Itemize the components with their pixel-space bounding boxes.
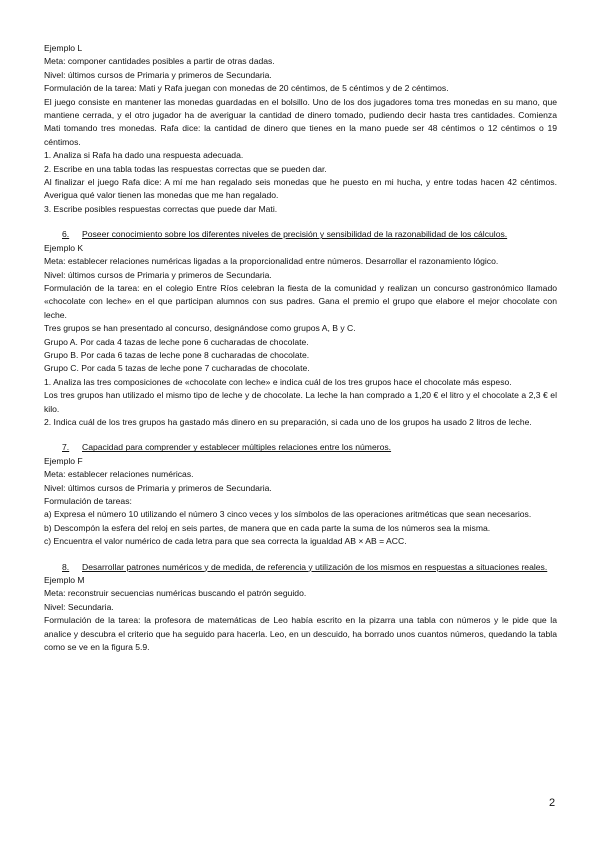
paragraph: Formulación de la tarea: en el colegio Entre Ríos celebran la fiesta de la comunidad y realizan un concurso gastronómico llamado «chocolate con leche» en el que participan alumnos con sus padres. Gana el premio el grupo que elabore el mejor chocolate con leche. (44, 282, 557, 320)
paragraph: 1. Analiza las tres composiciones de «chocolate con leche» e indica cuál de los tres grupos hace el chocolate más espeso. (44, 376, 512, 387)
paragraph: 3. Escribe posibles respuestas correctas que puede dar Mati. (44, 203, 278, 214)
section-title: Desarrollar patrones numéricos y de medida, de referencia y utilización de los mismos en respuestas a situaciones reales. (82, 561, 548, 572)
paragraph: Formulación de la tarea: la profesora de matemáticas de Leo había escrito en la pizarra una tabla con números y le pide que la analice y descubra el criterio que ha seguido para hacerla. Leo, en un descuido, ha borrado unos cuantos números, quedando la tabla como se ve en la figura 5.9. (44, 615, 557, 653)
paragraph: Meta: componer cantidades posibles a partir de otras dadas. (44, 56, 275, 67)
section-heading (62, 561, 557, 574)
paragraph: 1. Analiza si Rafa ha dado una respuesta adecuada. (44, 150, 244, 161)
section-spacer (44, 549, 557, 561)
section-spacer (44, 216, 557, 228)
paragraph: Formulación de la tarea: Mati y Rafa juegan con monedas de 20 céntimos, de 5 céntimos y de 2 céntimos. (44, 83, 449, 94)
paragraph: Ejemplo L (44, 43, 83, 53)
paragraph: Nivel: últimos cursos de Primaria y primeros de Secundaria. (44, 269, 272, 280)
paragraph: b) Descompón la esfera del reloj en seis partes, de manera que en cada parte la suma de los números sea la misma. (44, 522, 491, 533)
section-heading (62, 441, 557, 454)
section-title: Poseer conocimiento sobre los diferentes niveles de precisión y sensibilidad de la razonabilidad de los cálculos. (82, 229, 508, 240)
paragraph: Nivel: Secundaria. (44, 601, 114, 612)
page-number: 2 (549, 797, 556, 809)
paragraph: Meta: establecer relaciones numéricas ligadas a la proporcionalidad entre números. Desarrollar el razonamiento lógico. (44, 256, 499, 267)
paragraph: El juego consiste en mantener las monedas guardadas en el bolsillo. Uno de los dos jugadores toma tres monedas en su mano, que mantiene cerrada, y el otro jugador ha de averiguar la cantidad de dinero tomado, pudiendo decir hasta tres cantidades. Comienza Mati tomando tres monedas. Rafa dice: la cantidad de dinero que tienes en la mano puede ser 48 céntimos o 12 céntimos o 19 céntimos. (44, 96, 557, 147)
paragraph: Ejemplo F (44, 455, 83, 466)
paragraph: 2. Escribe en una tabla todas las respuestas correctas que se pueden dar. (44, 163, 327, 174)
section-title: Capacidad para comprender y establecer múltiples relaciones entre los números. (82, 442, 392, 453)
paragraph: Tres grupos se han presentado al concurso, designándose como grupos A, B y C. (44, 323, 356, 334)
paragraph: Grupo B. Por cada 6 tazas de leche pone 8 cucharadas de chocolate. (44, 349, 310, 360)
paragraph: Nivel: últimos cursos de Primaria y primeros de Secundaria. (44, 482, 272, 493)
paragraph: Ejemplo M (44, 575, 85, 586)
paragraph: a) Expresa el número 10 utilizando el número 3 cinco veces y los símbolos de las operaciones aritméticas que sean necesarios. (44, 509, 532, 520)
paragraph: Grupo A. Por cada 4 tazas de leche pone 6 cucharadas de chocolate. (44, 336, 309, 347)
paragraph: Meta: establecer relaciones numéricas. (44, 469, 194, 480)
section-number: 7. (62, 442, 70, 453)
paragraph: Al finalizar el juego Rafa dice: A mí me han regalado seis monedas que he puesto en mi hucha, y entre todas hacen 42 céntimos. Averigua qué valor tienen las monedas que me han regalado. (44, 177, 557, 201)
paragraph: c) Encuentra el valor numérico de cada letra para que sea correcta la igualdad AB × AB = ACC. (44, 536, 407, 547)
paragraph: Grupo C. Por cada 5 tazas de leche pone 7 cucharadas de chocolate. (44, 363, 310, 374)
paragraph: Ejemplo K (44, 242, 84, 253)
paragraph: Nivel: últimos cursos de Primaria y primeros de Secundaria. (44, 69, 272, 80)
paragraph: Formulación de tareas: (44, 496, 132, 506)
document-body (44, 42, 557, 654)
paragraph: Meta: reconstruir secuencias numéricas buscando el patrón seguido. (44, 588, 307, 599)
section-number: 6. (62, 229, 70, 240)
section-heading (62, 228, 557, 241)
paragraph: Los tres grupos han utilizado el mismo tipo de leche y de chocolate. La leche la han comprado a 1,20 € el litro y el chocolate a 2,3 € el kilo. (44, 390, 557, 414)
section-number: 8. (62, 561, 70, 572)
paragraph: 2. Indica cuál de los tres grupos ha gastado más dinero en su preparación, si cada uno de los grupos ha usado 2 litros de leche. (44, 416, 532, 427)
section-spacer (44, 429, 557, 441)
